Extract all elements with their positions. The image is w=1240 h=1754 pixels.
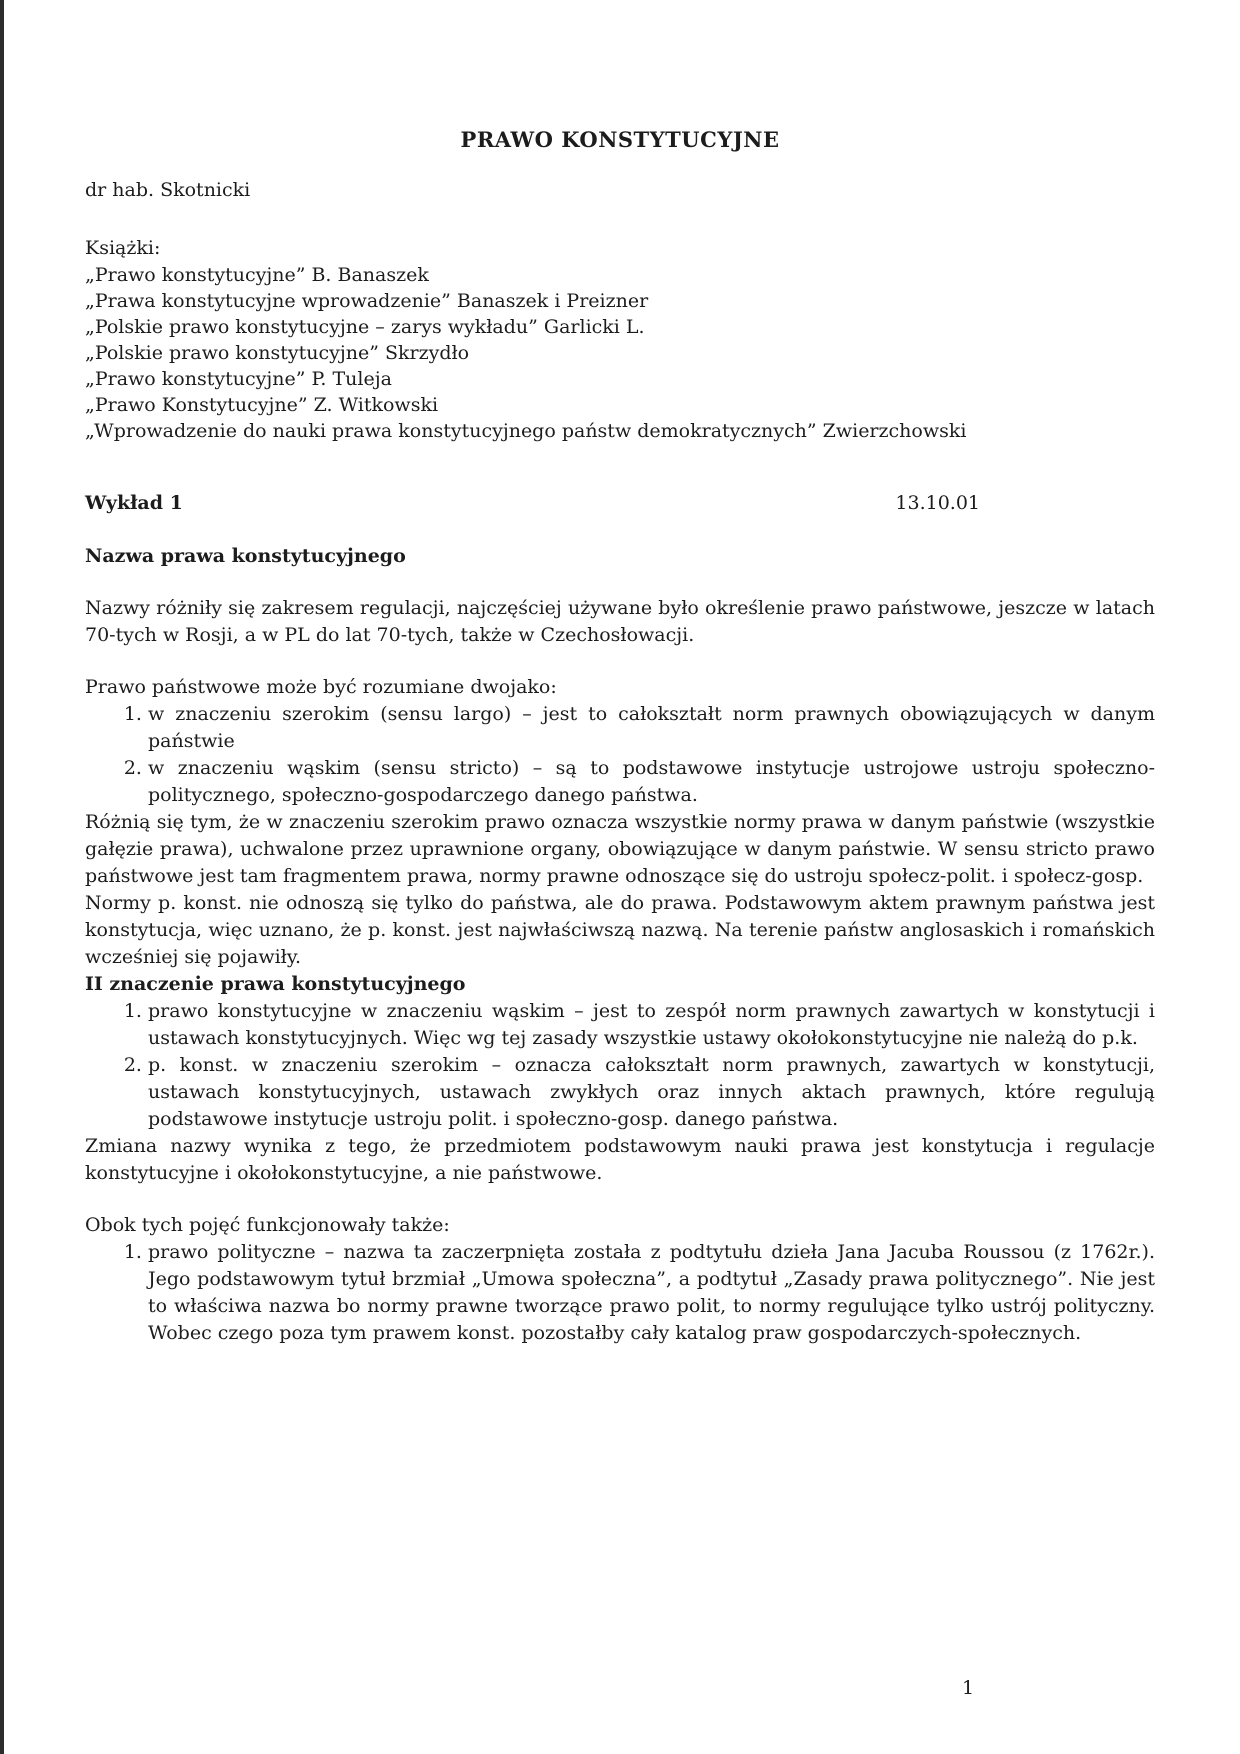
paragraph-change: Zmiana nazwy wynika z tego, że przedmiotem podstawowym nauki prawa jest konstytucja i regulacje konstytucyjne i okołokonstytucyjne, a nie państwowe. (85, 1135, 1155, 1184)
lecture-date: 13.10.01 (895, 492, 980, 514)
dual-meaning-list (85, 701, 1155, 809)
paragraph-intro: Nazwy różniły się zakresem regulacji, najczęściej używane było określenie prawo państwowe, jeszcze w latach 70-tych w Rosji, a w PL do lat 70-tych, także w Czechosłowacji. (85, 597, 1155, 646)
book-item: „Polskie prawo konstytucyjne” Skrzydło (85, 342, 470, 364)
section-heading-name: Nazwa prawa konstytucyjnego (85, 545, 406, 567)
book-item: „Prawo konstytucyjne” P. Tuleja (85, 368, 392, 390)
book-list (85, 262, 1155, 444)
meaning-list (85, 998, 1155, 1133)
list-item: 2. p. konst. w znaczeniu szerokim – oznacza całokształt norm prawnych, zawartych w konstytucji, ustawach konstytucyjnych, ustawach zwykłych oraz innych aktach prawnych, które regulują podstawowe instytucje ustroju polit. i społeczno-gosp. danego państwa. (148, 1052, 1155, 1133)
paragraph-norms: Normy p. konst. nie odnoszą się tylko do państwa, ale do prawa. Podstawowym aktem prawnym państwa jest konstytucja, więc uznano, że p. konst. jest najwłaściwszą nazwą. Na terenie państw anglosaskich i romańskich wcześniej się pojawiły. (85, 892, 1155, 968)
book-item: „Wprowadzenie do nauki prawa konstytucyjnego państw demokratycznych” Zwierzchowski (85, 420, 967, 442)
paragraph-dual-intro: Prawo państwowe może być rozumiane dwojako: (85, 676, 557, 698)
list-item: 1. prawo konstytucyjne w znaczeniu wąskim – jest to zespół norm prawnych zawartych w konstytucji i ustawach konstytucyjnych. Więc wg tej zasady wszystkie ustawy okołokonstytucyjne nie należą do p.k. (148, 998, 1155, 1052)
section-heading-meaning: II znaczenie prawa konstytucyjnego (85, 973, 466, 995)
document-title: PRAWO KONSTYTUCYJNE (460, 127, 780, 152)
books-heading: Książki: (85, 237, 161, 259)
book-item: „Polskie prawo konstytucyjne – zarys wykładu” Garlicki L. (85, 316, 645, 338)
author-line: dr hab. Skotnicki (85, 179, 251, 201)
book-item: „Prawo Konstytucyjne” Z. Witkowski (85, 394, 439, 416)
lecture-title: Wykład 1 (85, 492, 183, 514)
other-terms-list (85, 1239, 1155, 1347)
page-number: 1 (962, 1677, 975, 1699)
book-item: „Prawa konstytucyjne wprowadzenie” Banaszek i Preizner (85, 290, 649, 312)
list-item: 1. prawo polityczne – nazwa ta zaczerpnięta została z podtytułu dzieła Jana Jacuba Roussou (z 1762r.). Jego podstawowym tytuł brzmiał „Umowa społeczna”, a podtytuł „Zasady prawa politycznego”. Nie jest to właściwa nazwa bo normy prawne tworzące prawo polit, to normy regulujące tylko ustrój polityczny. Wobec czego poza tym prawem konst. pozostałby cały katalog praw gospodarczych-społecznych. (148, 1239, 1155, 1347)
paragraph-other-intro: Obok tych pojęć funkcjonowały także: (85, 1214, 450, 1236)
paragraph-difference: Różnią się tym, że w znaczeniu szerokim prawo oznacza wszystkie normy prawa w danym państwie (wszystkie gałęzie prawa), uchwalone przez uprawnione organy, obowiązujące w danym państwie. W sensu stricto prawo państwowe jest tam fragmentem prawa, normy prawne odnoszące się do ustroju społecz-polit. i społecz-gosp. (85, 811, 1155, 887)
book-item: „Prawo konstytucyjne” B. Banaszek (85, 264, 429, 286)
lecture-header (85, 490, 1155, 517)
list-item: 1. w znaczeniu szerokim (sensu largo) – jest to całokształt norm prawnych obowiązujących w danym państwie (148, 701, 1155, 755)
scan-edge-artifact (0, 0, 4, 1754)
list-item: 2. w znaczeniu wąskim (sensu stricto) – są to podstawowe instytucje ustrojowe ustroju społeczno-politycznego, społeczno-gospodarczego danego państwa. (148, 755, 1155, 809)
